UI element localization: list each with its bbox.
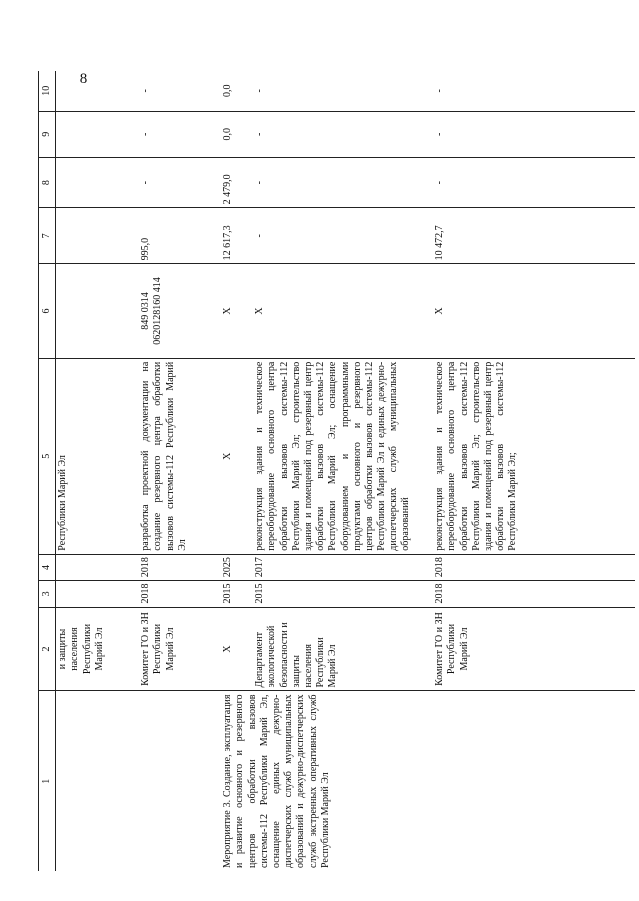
cell-measure <box>56 691 137 871</box>
cell-description: реконструкция здания и техническое переоборудование основного центра обработки вызовов системы-112 Республики Марий Эл; строительство здания и помещений под резервный центр обработки вызовов системы-112 Республики Марий Эл; <box>433 358 635 554</box>
cell-value-8: - <box>433 157 635 207</box>
cell-executor: Комитет ГО и ЗН Республики Марий Эл <box>433 607 635 691</box>
col-header-3: 3 <box>39 581 56 607</box>
cell-executor: Комитет ГО и ЗН Республики Марий Эл <box>136 607 221 691</box>
cell-executor: Департамент экологической безопасности и защиты населения Республики Марий Эл <box>253 607 433 691</box>
cell-end-year: 2018 <box>433 554 635 580</box>
cell-budget-code: Х <box>253 264 433 358</box>
col-header-2: 2 <box>39 607 56 691</box>
cell-value-8: - <box>253 157 433 207</box>
cell-value-7: 995,0 <box>136 208 221 264</box>
cell-value-10: - <box>140 89 152 93</box>
col-header-10: 10 <box>39 71 56 111</box>
cell-description: реконструкция здания и техническое переоборудование основного центра обработки вызовов системы-112 Республики Марий Эл; строительство здания и помещений под резервный центр обработки вызовов системы-112 Республики Марий Эл; оснащение оборудованием и программными продуктами основного и резервного центров обработки вызовов системы-112 Республики Марий Эл и единых дежурно-диспетчерских служб муниципальных образований <box>253 358 433 554</box>
cell-value-10: - <box>254 89 266 93</box>
cell-description: Х <box>221 358 253 554</box>
cell-start-year: 2018 <box>433 581 635 607</box>
cell-executor: Х <box>221 607 253 691</box>
cell-value-8: 2 479,0 <box>221 157 253 207</box>
program-table <box>38 71 635 871</box>
col-header-7: 7 <box>39 208 56 264</box>
col-header-4: 4 <box>39 554 56 580</box>
cell-end-year: 2018 <box>136 554 221 580</box>
cell-value-9: - <box>253 111 433 157</box>
table-row <box>221 71 253 871</box>
cell-value-8: - <box>136 157 221 207</box>
cell-measure <box>136 691 221 871</box>
cell-value-9: 0,0 <box>221 111 253 157</box>
cell-value-9: - <box>433 111 635 157</box>
cell-start-year <box>56 581 137 607</box>
col-header-9: 9 <box>39 111 56 157</box>
table-row <box>56 71 137 871</box>
cell-budget-code: Х <box>221 264 253 358</box>
col-header-1: 1 <box>39 691 56 871</box>
cell-end-year: 2017 <box>253 554 433 580</box>
cell-value-10: - <box>434 89 446 93</box>
col-header-6: 6 <box>39 264 56 358</box>
cell-value-8 <box>56 157 137 207</box>
cell-end-year: 2025 <box>221 554 253 580</box>
cell-budget-code <box>56 264 137 358</box>
cell-budget-code: Х <box>433 264 635 358</box>
cell-value-7: 12 617,3 <box>221 208 253 264</box>
cell-start-year: 2015 <box>221 581 253 607</box>
cell-value-9: - <box>136 111 221 157</box>
col-header-8: 8 <box>39 157 56 207</box>
cell-value-10: 0,0 <box>222 84 234 98</box>
cell-budget-code: 849 0314 0620128160 414 <box>136 264 221 358</box>
cell-value-7: - <box>253 208 433 264</box>
cell-value-7 <box>56 208 137 264</box>
cell-end-year <box>56 554 137 580</box>
cell-value-7: 10 472,7 <box>433 208 635 264</box>
cell-start-year: 2018 <box>136 581 221 607</box>
table-row <box>136 71 221 871</box>
column-number-row <box>39 71 56 871</box>
cell-value-9 <box>56 111 137 157</box>
cell-executor: и защиты населения Республики Марий Эл <box>56 607 137 691</box>
cell-description: разработка проектной документации на создание резервного центра обработки вызовов системы-112 Республики Марий Эл <box>136 358 221 554</box>
page-number: 8 <box>79 70 88 87</box>
cell-start-year: 2015 <box>253 581 433 607</box>
cell-description: Республики Марий Эл <box>56 358 137 554</box>
cell-value-10 <box>56 71 137 111</box>
col-header-5: 5 <box>39 358 56 554</box>
cell-measure: Мероприятие 3. Создание, эксплуатация и развитие основного и резервного центров обработки вызовов системы-112 Республики Марий Эл, оснащение единых дежурно-диспетчерских служб муниципальных образований и дежурно-диспетчерских служб экстренных оперативных служб Республики Марий Эл <box>221 691 635 871</box>
